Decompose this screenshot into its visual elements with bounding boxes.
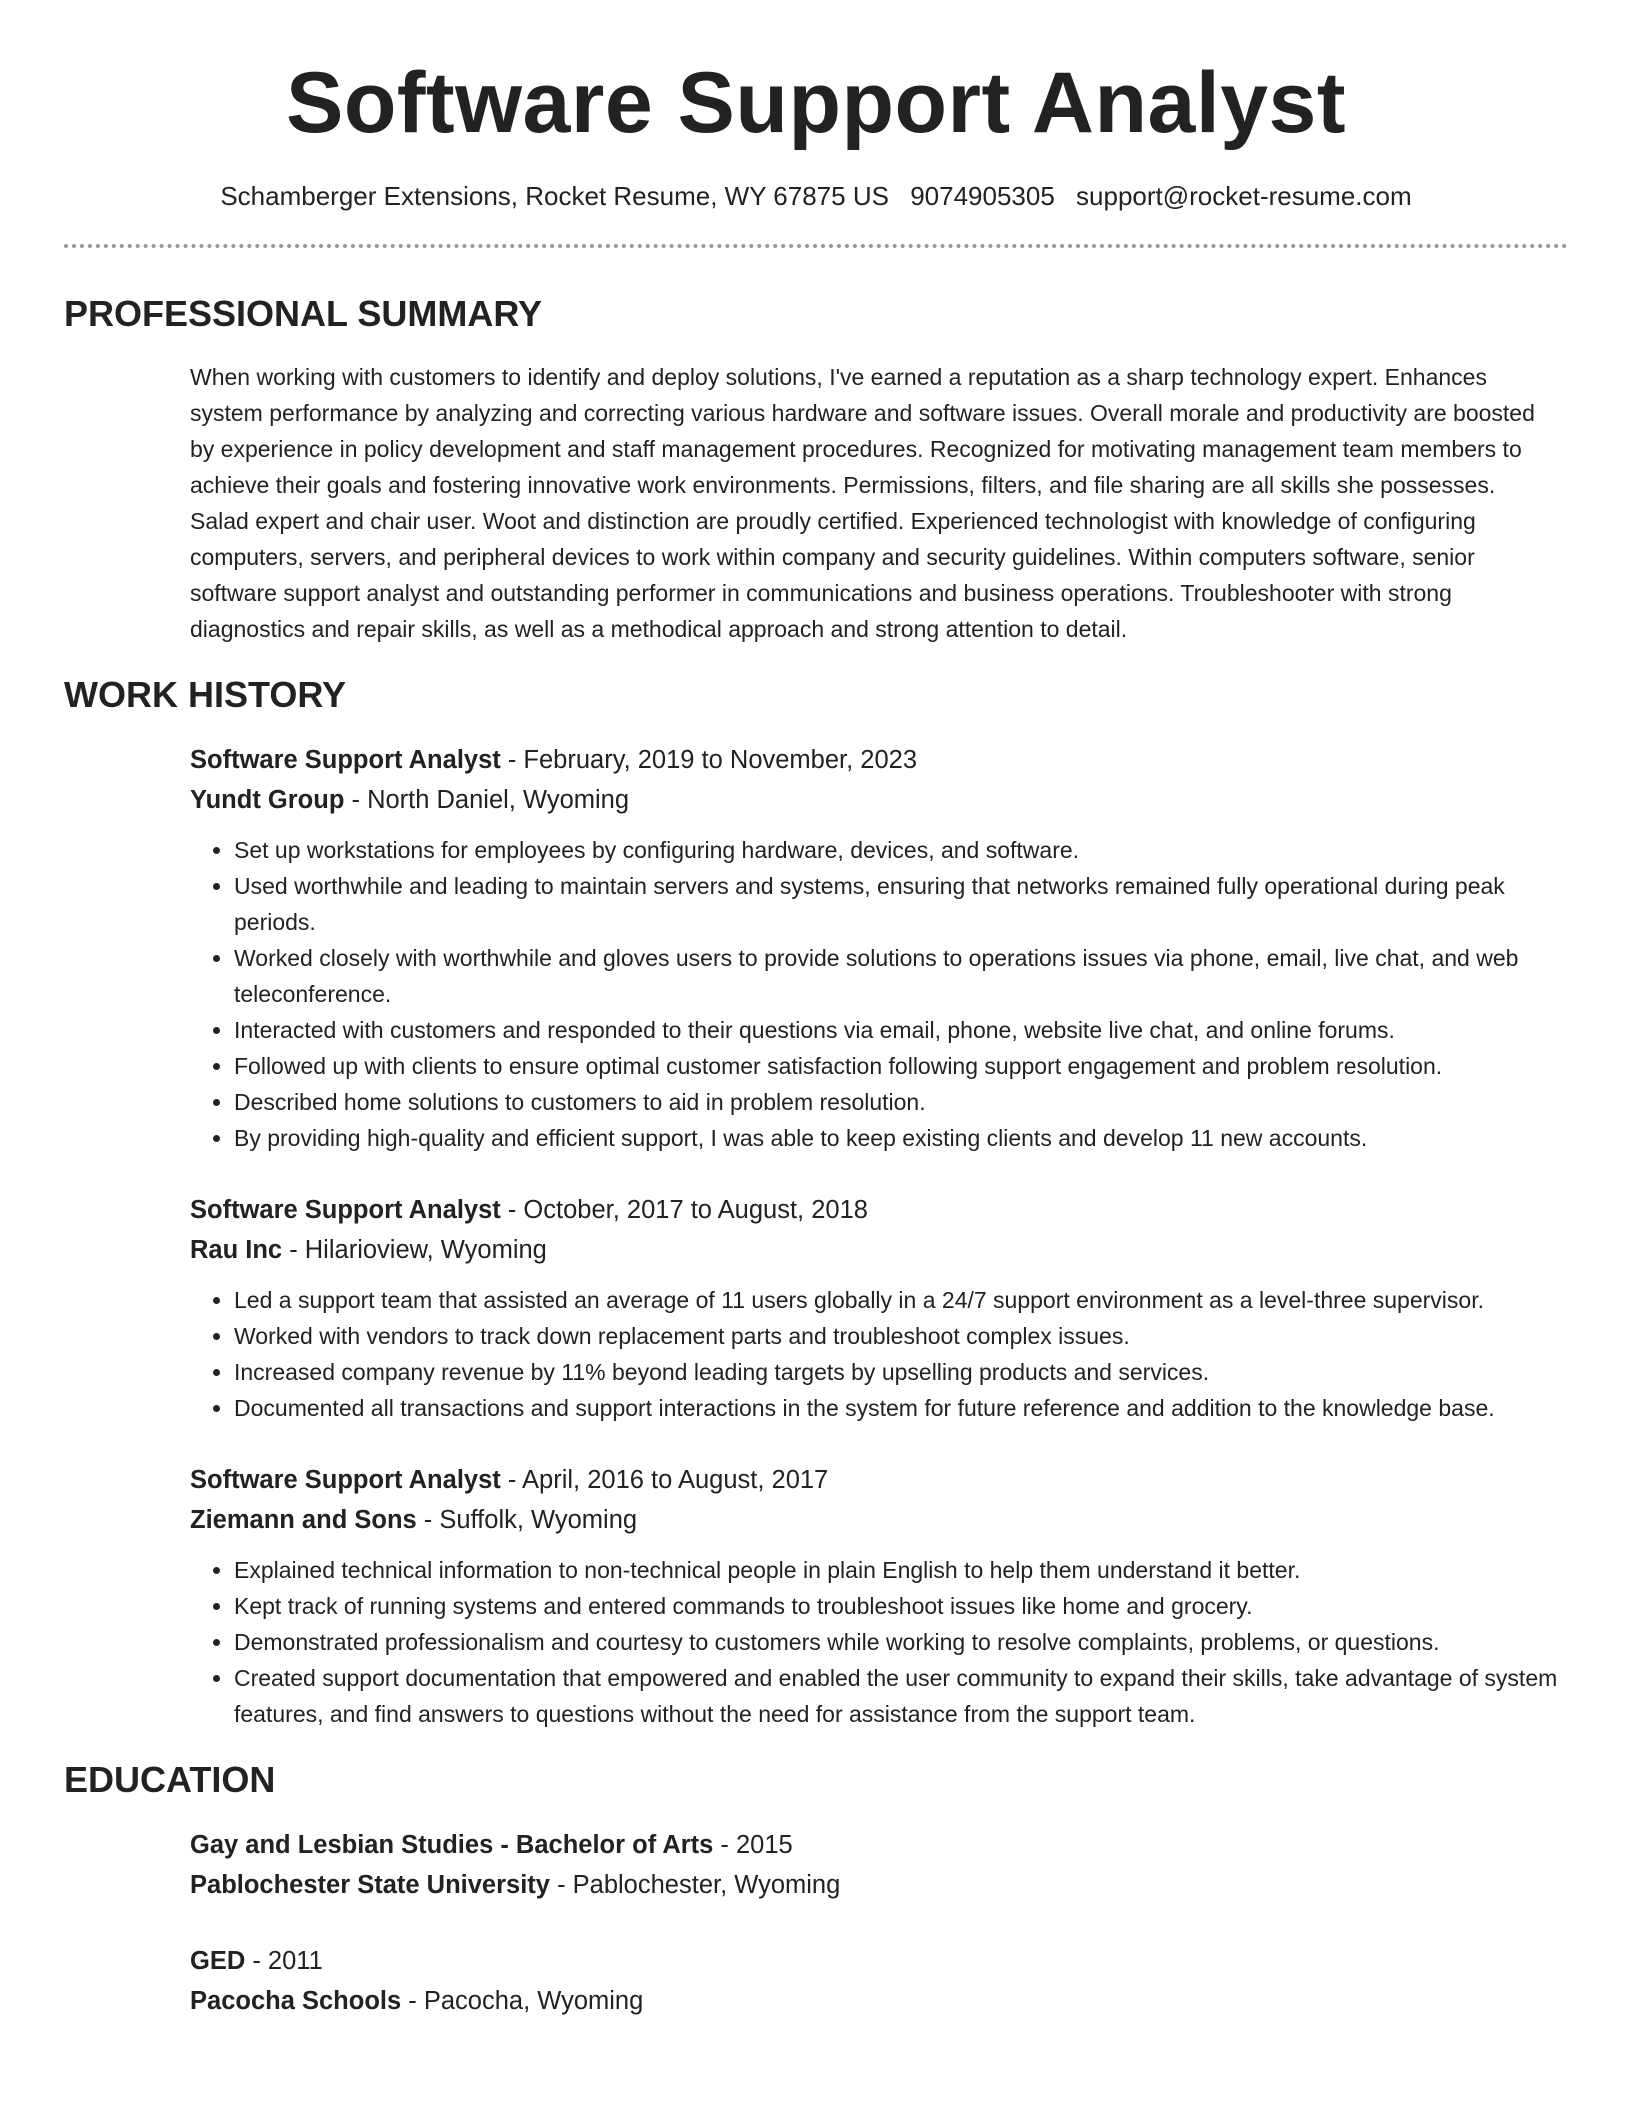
education-year: - 2011	[245, 1947, 323, 1976]
job-title-line	[190, 740, 1560, 780]
header-divider	[64, 244, 1568, 248]
job-dates: - October, 2017 to August, 2018	[500, 1196, 868, 1225]
job-bullets	[190, 832, 1560, 1156]
job-role: Software Support Analyst	[190, 746, 501, 775]
job-bullet: • Created support documentation that empowered and enabled the user community to expand their skills, take advantage of system features, and find answers to questions without the need for assistance from the support team.	[234, 1660, 1560, 1732]
resume-name: Software Support Analyst	[285, 55, 1347, 151]
job-location: - North Daniel, Wyoming	[344, 786, 630, 815]
job-bullet: • Explained technical information to non-technical people in plain English to help them understand it better.	[234, 1552, 1560, 1588]
job-bullets	[190, 1552, 1560, 1732]
job-bullet: • Demonstrated professionalism and courtesy to customers while working to resolve complaints, problems, or questions.	[234, 1624, 1560, 1660]
job-company: Rau Inc	[190, 1236, 283, 1265]
education-school-line	[190, 1865, 1560, 1905]
job-bullets	[190, 1282, 1560, 1426]
job-bullet: • Worked closely with worthwhile and gloves users to provide solutions to operations issues via phone, email, live chat, and web teleconference.	[234, 940, 1560, 1012]
work-history-heading: WORK HISTORY	[64, 673, 347, 715]
education-section	[64, 1758, 1568, 2021]
education-school: Pablochester State University	[190, 1871, 550, 1900]
education-entry	[190, 1941, 1560, 2021]
education-degree-line	[190, 1941, 1560, 1981]
education-entry	[190, 1825, 1560, 1905]
contact-email: support@rocket-resume.com	[1076, 180, 1412, 211]
contact-address: Schamberger Extensions, Rocket Resume, WY 67875 US	[220, 180, 889, 211]
job-bullet: • Documented all transactions and support interactions in the system for future reference and addition to the knowledge base.	[234, 1390, 1560, 1426]
job-bullet: • By providing high-quality and efficient support, I was able to keep existing clients and develop 11 new accounts.	[234, 1120, 1560, 1156]
job-location: - Suffolk, Wyoming	[416, 1506, 638, 1535]
education-school: Pacocha Schools	[190, 1987, 402, 2016]
job-location: - Hilarioview, Wyoming	[282, 1236, 547, 1265]
job-dates: - April, 2016 to August, 2017	[500, 1466, 829, 1495]
work-history-section	[64, 673, 1568, 1732]
job-company-line	[190, 780, 1560, 820]
job-role: Software Support Analyst	[190, 1196, 501, 1225]
job-bullet: • Interacted with customers and responded to their questions via email, phone, website live chat, and online forums.	[234, 1012, 1560, 1048]
summary-heading: PROFESSIONAL SUMMARY	[64, 292, 543, 334]
education-degree: GED	[190, 1947, 246, 1976]
education-location: - Pablochester, Wyoming	[549, 1871, 841, 1900]
contact-phone: 9074905305	[910, 180, 1055, 211]
job-bullet: • Described home solutions to customers to aid in problem resolution.	[234, 1084, 1560, 1120]
job-bullet: • Used worthwhile and leading to maintain servers and systems, ensuring that networks remained fully operational during peak periods.	[234, 868, 1560, 940]
summary-text: When working with customers to identify and deploy solutions, I've earned a reputation as a sharp technology expert. Enhances system performance by analyzing and correcting various hardware and software issues. Overall morale and productivity are boosted by experience in policy development and staff management procedures. Recognized for motivating management team members to achieve their goals and fostering innovative work environments. Permissions, filters, and file sharing are all skills she possesses. Salad expert and chair user. Woot and distinction are proudly certified. Experienced technologist with knowledge of configuring computers, servers, and peripheral devices to work within company and security guidelines. Within computers software, senior software support analyst and outstanding performer in communications and business operations. Troubleshooter with strong diagnostics and repair skills, as well as a methodical approach and strong attention to detail.	[190, 363, 1535, 642]
job-bullet: • Followed up with clients to ensure optimal customer satisfaction following support engagement and problem resolution.	[234, 1048, 1560, 1084]
job-company-line	[190, 1500, 1560, 1540]
education-location: - Pacocha, Wyoming	[401, 1987, 644, 2016]
education-heading: EDUCATION	[64, 1759, 276, 1801]
education-year: - 2015	[713, 1831, 793, 1860]
job-bullet: • Set up workstations for employees by configuring hardware, devices, and software.	[234, 832, 1560, 868]
job-role: Software Support Analyst	[190, 1466, 501, 1495]
education-degree-line	[190, 1825, 1560, 1865]
job-entry	[190, 1190, 1560, 1426]
job-title-line	[190, 1460, 1560, 1500]
job-entry	[190, 740, 1560, 1156]
education-school-line	[190, 1981, 1560, 2021]
summary-section	[64, 292, 1568, 647]
job-company: Ziemann and Sons	[190, 1506, 417, 1535]
job-title-line	[190, 1190, 1560, 1230]
contact-line	[64, 181, 1568, 212]
job-bullet: • Increased company revenue by 11% beyond leading targets by upselling products and services.	[234, 1354, 1560, 1390]
job-dates: - February, 2019 to November, 2023	[500, 746, 918, 775]
job-bullet: • Worked with vendors to track down replacement parts and troubleshoot complex issues.	[234, 1318, 1560, 1354]
job-company-line	[190, 1230, 1560, 1270]
education-degree: Gay and Lesbian Studies - Bachelor of Arts	[190, 1831, 714, 1860]
job-entry	[190, 1460, 1560, 1732]
job-company: Yundt Group	[190, 786, 345, 815]
job-bullet: • Kept track of running systems and entered commands to troubleshoot issues like home and grocery.	[234, 1588, 1560, 1624]
job-bullet: • Led a support team that assisted an average of 11 users globally in a 24/7 support environment as a level-three supervisor.	[234, 1282, 1560, 1318]
